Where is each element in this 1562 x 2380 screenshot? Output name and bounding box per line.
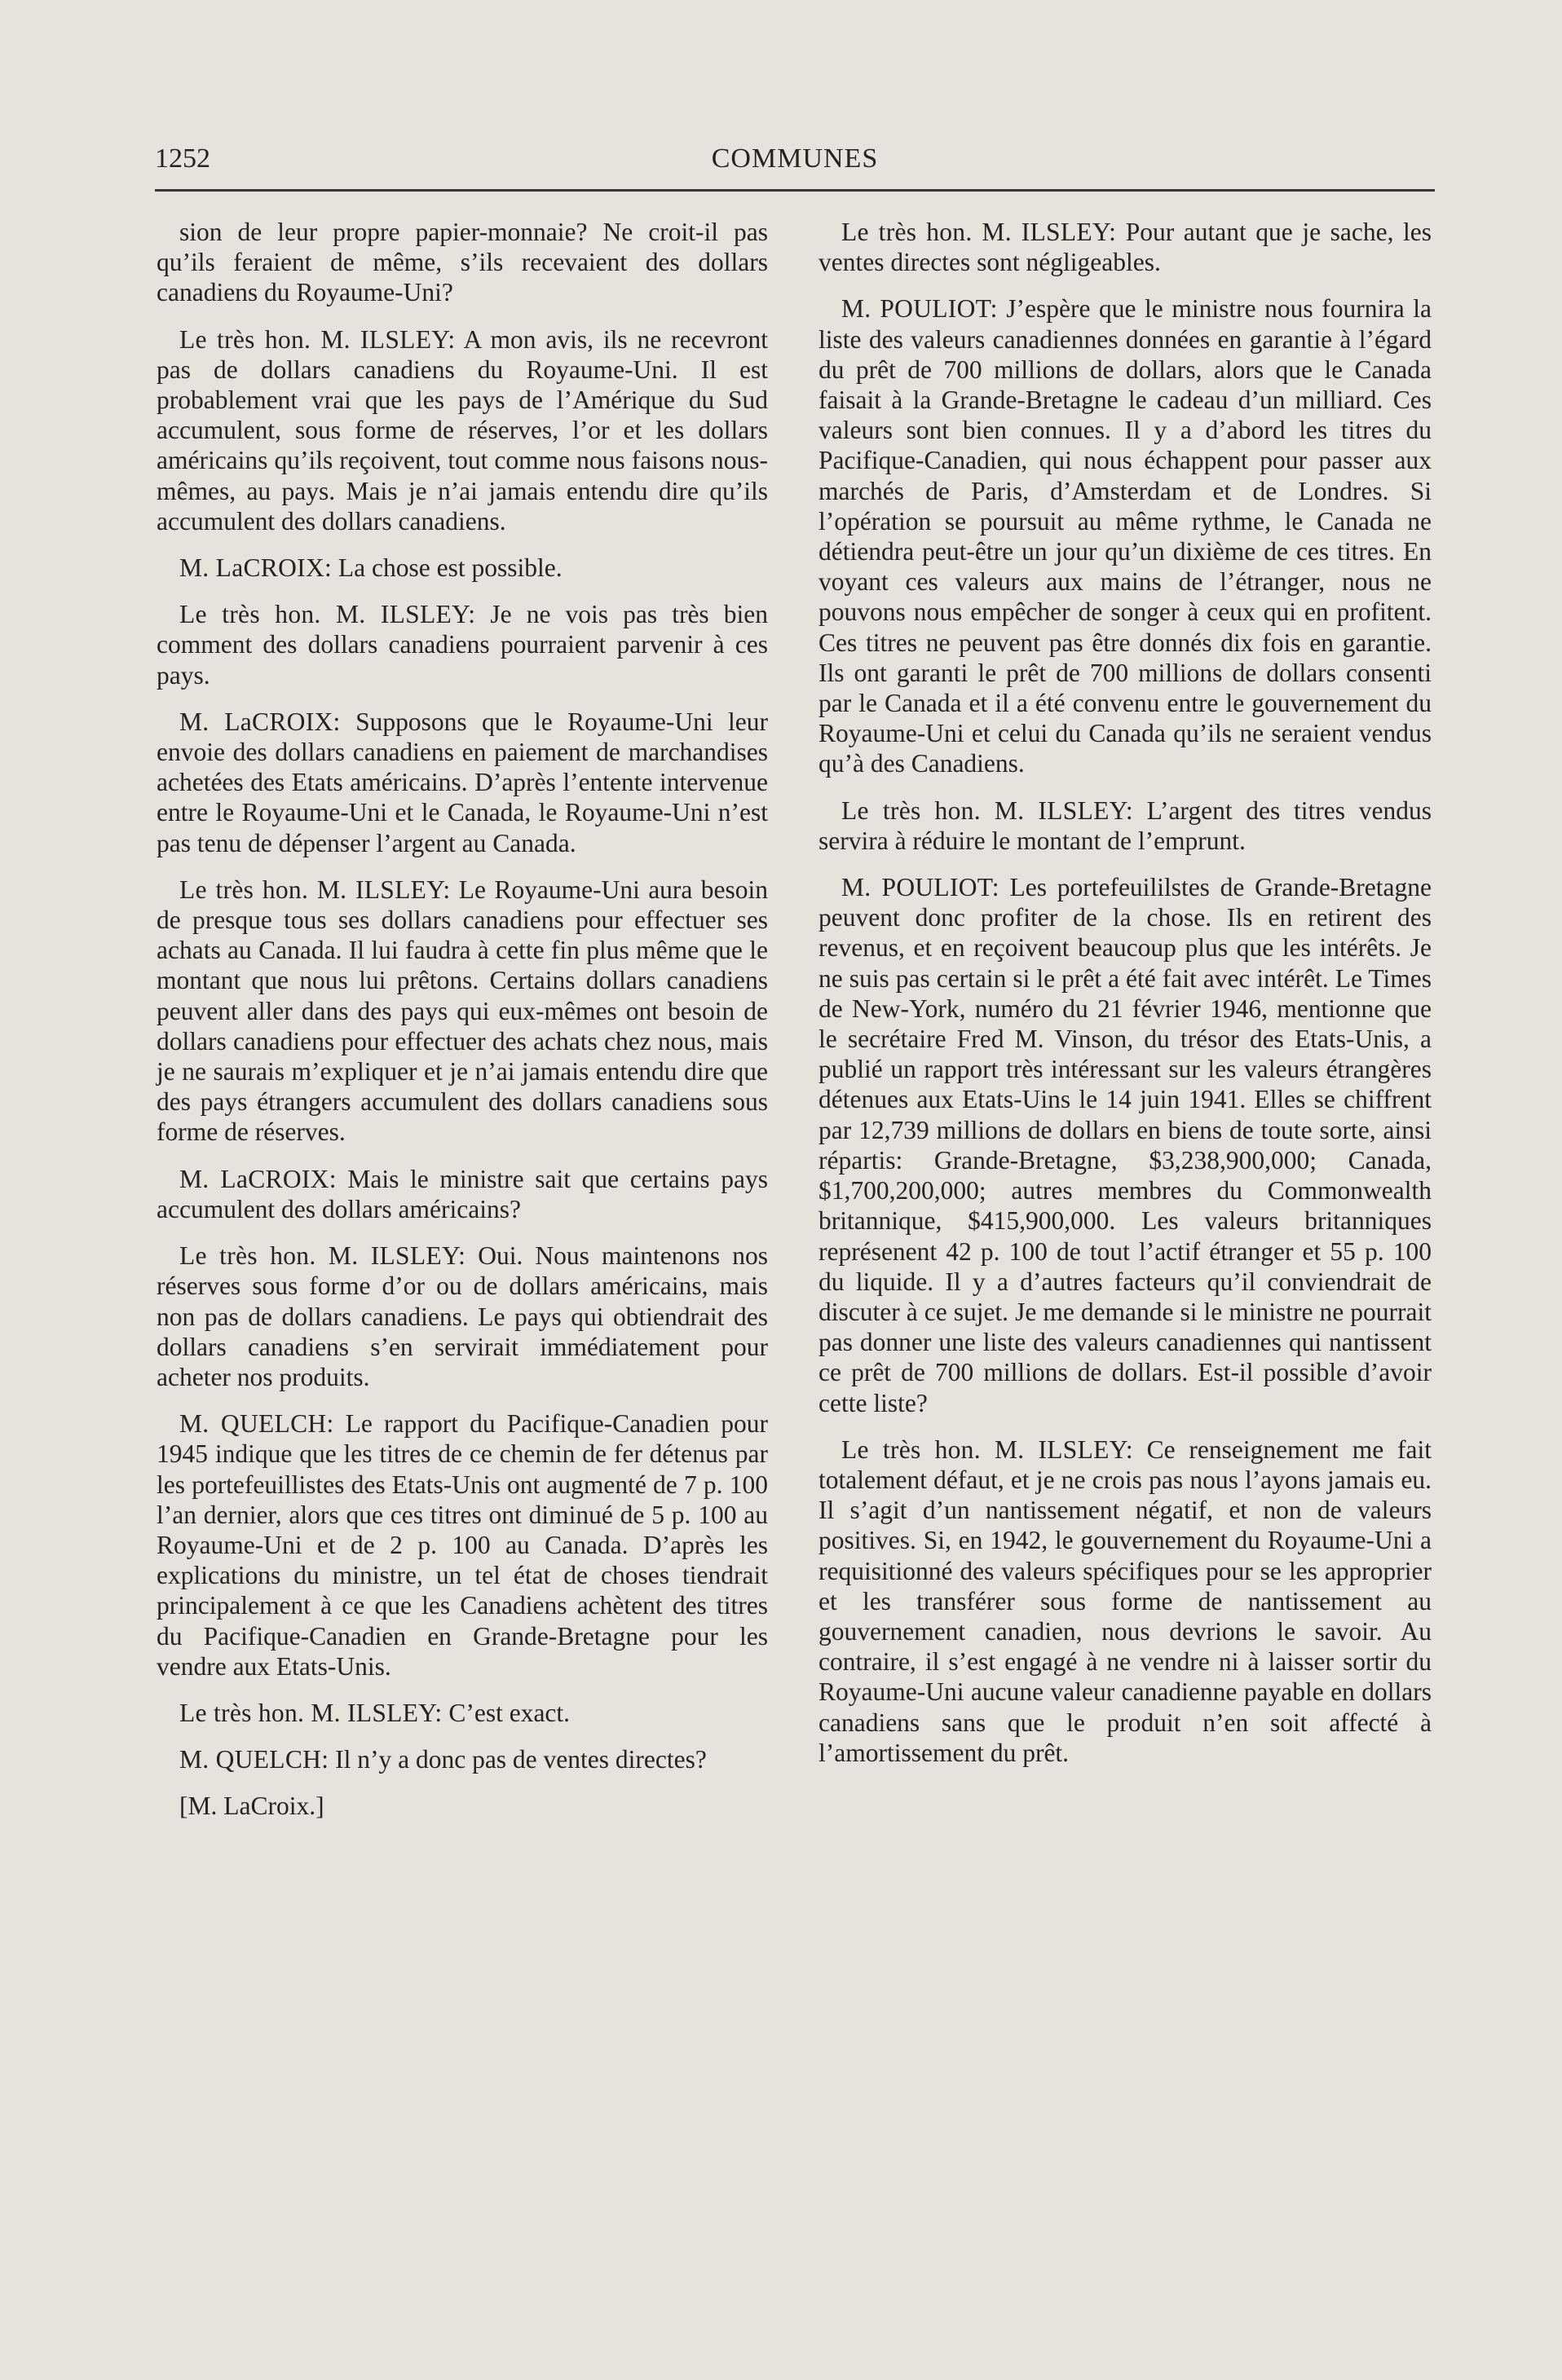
paragraph-text: Supposons que le Royaume-Uni leur envoie des dollars canadiens en paiement de marchandises achetées des Etats américains. D’après l’entente intervenue entre le Royaume-Uni et le Canada, le Royaume-Uni n’est pas tenu de dépenser l’argent au Canada. bbox=[157, 707, 769, 857]
speaker: Le très hon. M. ILSLEY: bbox=[841, 796, 1133, 825]
paragraph bbox=[157, 599, 768, 690]
speaker: Le très hon. M. ILSLEY: bbox=[179, 875, 451, 904]
paragraph-text: sion de leur propre papier-monnaie? Ne croit-il pas qu’ils feraient de même, s’ils recevaient des dollars canadiens du Royaume-Uni? bbox=[157, 218, 768, 307]
paragraph-text: L’argent des titres vendus servira à réduire le montant de l’emprunt. bbox=[819, 796, 1432, 855]
paragraph bbox=[157, 1408, 768, 1681]
paragraph bbox=[157, 1744, 768, 1774]
paragraph-text: J’espère que le ministre nous fournira la liste des valeurs canadiennes données en garantie à l’égard du prêt de 700 millions de dollars, alors que le Canada faisait à la Grande-Bretagne le cadeau d’un milliard. Ces valeurs sont bien connues. Il y a d’abord les titres du Pacifique-Canadien, qui nous échappent pour passer aux marchés de Paris, d’Amsterdam et de Londres. Si l’opération se poursuit au même rythme, le Canada ne détiendra peut-être un jour qu’un dixième de ces titres. En voyant ces valeurs aux mains de l’étranger, nous ne pouvons nous empêcher de songer à ceux qui en profitent. Ces titres ne peuvent pas être donnés dix fois en garantie. Ils ont garanti le prêt de 700 millions de dollars consenti par le Canada et il a été convenu entre le gouvernement du Royaume-Uni et celui du Canada qu’ils ne seraient vendus qu’à des Canadiens. bbox=[819, 294, 1432, 778]
speaker: M. POULIOT: bbox=[841, 294, 998, 324]
right-column bbox=[819, 217, 1432, 1784]
speaker: Le très hon. M. ILSLEY: bbox=[179, 1698, 443, 1727]
paragraph bbox=[819, 796, 1432, 856]
paragraph bbox=[157, 1241, 768, 1392]
paragraph-text: C’est exact. bbox=[448, 1698, 571, 1727]
page-number: 1252 bbox=[155, 143, 210, 174]
speaker: M. QUELCH: bbox=[179, 1745, 329, 1774]
paragraph bbox=[157, 1164, 768, 1224]
speaker-attribution: [M. LaCroix.] bbox=[179, 1792, 324, 1821]
paragraph bbox=[819, 872, 1432, 1418]
speaker: Le très hon. M. ILSLEY: bbox=[841, 218, 1117, 246]
paragraph bbox=[157, 324, 768, 536]
speaker: M. QUELCH: bbox=[179, 1409, 334, 1439]
speaker: Le très hon. M. ILSLEY: bbox=[179, 324, 456, 354]
speaker: M. LaCROIX: bbox=[179, 1164, 337, 1193]
paragraph-text: Oui. Nous maintenons nos réserves sous forme d’or ou de dollars américains, mais non pas de dollars canadiens. Le pays qui obtiendrait des dollars canadiens s’en servirait immédiatement pour acheter nos produits. bbox=[157, 1241, 769, 1391]
paragraph-text: Les portefeuililstes de Grande-Bretagne peuvent donc profiter de la chose. Ils en retirent des revenus, et en reçoivent beaucoup plus que les intérêts. Je ne suis pas certain si le prêt a été fait avec intérêt. Le Times de New-York, numéro du 21 février 1946, mentionne que le secrétaire Fred M. Vinson, du trésor des Etats-Unis, a publié un rapport très intéressant sur les valeurs étrangères détenues aux Etats-Uins le 14 juin 1941. Elles se chiffrent par 12,739 millions de dollars en biens de toute sorte, ainsi répartis: Grande-Bretagne, $3,238,900,000; Canada, $1,700,200,000; autres membres du Commonwealth britannique, $415,900,000. Les valeurs britanniques représenent 42 p. 100 de tout l’actif étranger et 55 p. 100 du liquide. Il y a d’autres facteurs qu’il conviendrait de discuter à ce sujet. Je me demande si le ministre ne pourrait pas donner une liste des valeurs canadiennes qui nantissent ce prêt de 700 millions de dollars. Est-il possible d’avoir cette liste? bbox=[819, 873, 1432, 1417]
paragraph bbox=[157, 217, 768, 308]
paragraph-text: Mais le ministre sait que certains pays accumulent des dollars américains? bbox=[157, 1164, 769, 1223]
paragraph bbox=[819, 293, 1432, 778]
paragraph bbox=[157, 875, 768, 1148]
paragraph-text: Je ne vois pas très bien comment des dollars canadiens pourraient parvenir à ces pays. bbox=[157, 600, 768, 690]
speaker: Le très hon. M. ILSLEY: bbox=[841, 1435, 1133, 1464]
page-header bbox=[155, 139, 1435, 184]
paragraph-text: Ce renseignement me fait totalement défaut, et je ne crois pas nous l’ayons jamais eu. Il s’agit d’un nantissement négatif, et non de valeurs positives. Si, en 1942, le gouvernement du Royaume-Uni a requisitionné des valeurs spécifiques pour se les approprier et les transférer sous forme de nantissement au gouvernement canadien, nous devrions le savoir. Au contraire, il s’est engagé à ne vendre ni à laisser sortir du Royaume-Uni aucune valeur canadienne payable en dollars canadiens sans que le produit n’en soit affecté à l’amortissement du prêt. bbox=[819, 1435, 1432, 1767]
paragraph-text: Pour autant que je sache, les ventes directes sont négligeables. bbox=[819, 218, 1432, 277]
left-column bbox=[157, 217, 768, 1822]
paragraph-text: Le rapport du Pacifique-Canadien pour 1945 indique que les titres de ce chemin de fer détenus par les portefeuillistes des Etats-Unis ont augmenté de 7 p. 100 l’an dernier, alors que ces titres ont diminué de 5 p. 100 au Royaume-Uni et de 2 p. 100 au Canada. D’après les explications du ministre, un tel état de choses tiendrait principalement à ce que les Canadiens achètent des titres du Pacifique-Canadien en Grande-Bretagne pour les vendre aux Etats-Unis. bbox=[157, 1409, 769, 1681]
paragraph bbox=[157, 1698, 768, 1728]
running-title: COMMUNES bbox=[711, 143, 879, 174]
header-rule bbox=[155, 189, 1435, 192]
paragraph bbox=[157, 553, 768, 583]
speaker: Le très hon. M. ILSLEY: bbox=[179, 1241, 466, 1271]
paragraph-text: Il n’y a donc pas de ventes directes? bbox=[335, 1745, 707, 1774]
paragraph bbox=[819, 1435, 1432, 1768]
paragraph-text: A mon avis, ils ne recevront pas de dollars canadiens du Royaume-Uni. Il est probablement vrai que les pays de l’Amérique du Sud accumulent, sous forme de réserves, l’or et les dollars américains qu’ils reçoivent, tout comme nous faisons nous-mêmes, au pays. Mais je n’ai jamais entendu dire qu’ils accumulent des dollars canadiens. bbox=[157, 324, 768, 536]
speaker: M. LaCROIX: bbox=[179, 707, 341, 736]
speaker: Le très hon. M. ILSLEY: bbox=[179, 600, 476, 629]
speaker: M. LaCROIX: bbox=[179, 553, 333, 583]
paragraph-text: Le Royaume-Uni aura besoin de presque tous ses dollars canadiens pour effectuer ses achats au Canada. Il lui faudra à cette fin plus même que le montant que nous lui prêtons. Certains dollars canadiens peuvent aller dans des pays qui eux-mêmes ont besoin de dollars canadiens pour effectuer des achats chez nous, mais je ne saurais m’expliquer et je n’ai jamais entendu dire que des pays étrangers accumulent des dollars canadiens sous forme de réserves. bbox=[157, 875, 768, 1147]
paragraph bbox=[157, 707, 768, 858]
speaker: M. POULIOT: bbox=[841, 873, 999, 902]
paragraph-text: La chose est possible. bbox=[338, 553, 563, 583]
paragraph bbox=[819, 217, 1432, 277]
